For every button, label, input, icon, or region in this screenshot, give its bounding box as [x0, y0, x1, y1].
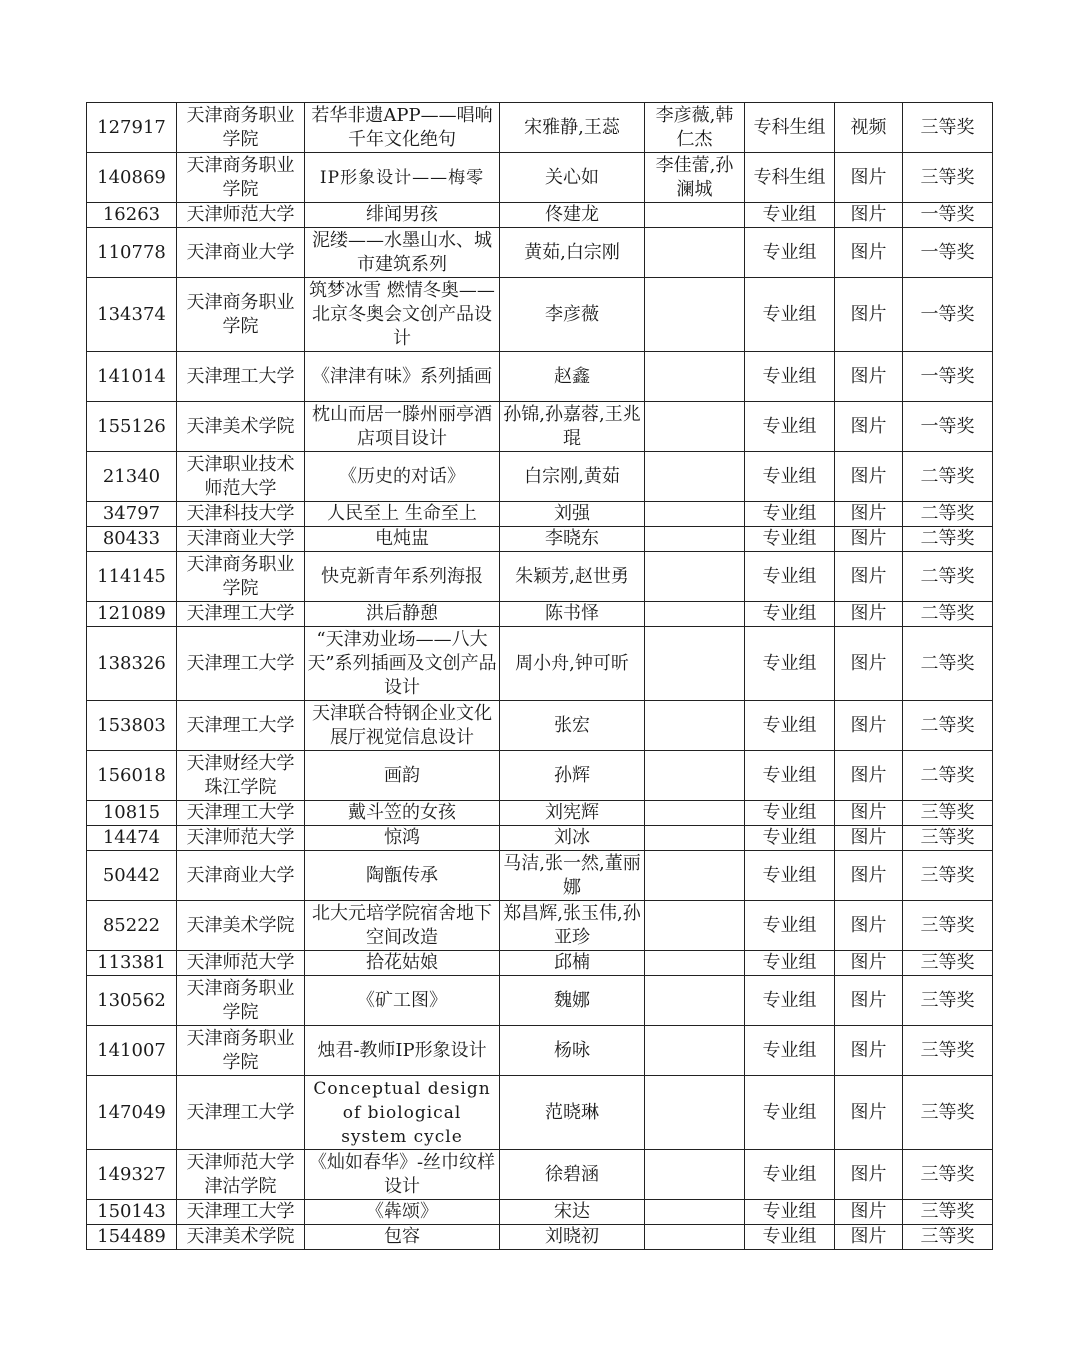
- group-cell: 专业组: [745, 951, 835, 976]
- work-title-cell: IP形象设计——梅零: [305, 153, 500, 203]
- group-cell: 专业组: [745, 278, 835, 352]
- entry-id-cell: 141007: [87, 1026, 177, 1076]
- group-cell: 专业组: [745, 203, 835, 228]
- award-cell: 二等奖: [903, 452, 993, 502]
- advisors-cell: [645, 627, 745, 701]
- entry-id-cell: 156018: [87, 751, 177, 801]
- school-cell: 天津美术学院: [177, 402, 305, 452]
- advisors-cell: [645, 1225, 745, 1250]
- authors-cell: 朱颖芳,赵世勇: [500, 552, 645, 602]
- table-row: [87, 801, 993, 826]
- work-title-cell: 泥缕——水墨山水、城市建筑系列: [305, 228, 500, 278]
- school-cell: 天津美术学院: [177, 1225, 305, 1250]
- group-cell: 专业组: [745, 602, 835, 627]
- table-row: [87, 203, 993, 228]
- authors-cell: 邱楠: [500, 951, 645, 976]
- work-title-cell: 洪后静憩: [305, 602, 500, 627]
- entry-id-cell: 114145: [87, 552, 177, 602]
- school-cell: 天津商务职业学院: [177, 153, 305, 203]
- school-cell: 天津职业技术师范大学: [177, 452, 305, 502]
- work-title-cell: 《灿如春华》-丝巾纹样设计: [305, 1150, 500, 1200]
- school-cell: 天津商务职业学院: [177, 1026, 305, 1076]
- work-title-cell: 惊鸿: [305, 826, 500, 851]
- authors-cell: 关心如: [500, 153, 645, 203]
- media-type-cell: 图片: [835, 801, 903, 826]
- advisors-cell: [645, 826, 745, 851]
- table-row: [87, 976, 993, 1026]
- work-title-cell: 包容: [305, 1225, 500, 1250]
- table-row: [87, 627, 993, 701]
- school-cell: 天津商务职业学院: [177, 976, 305, 1026]
- group-cell: 专业组: [745, 552, 835, 602]
- entry-id-cell: 147049: [87, 1076, 177, 1150]
- media-type-cell: 图片: [835, 402, 903, 452]
- entry-id-cell: 113381: [87, 951, 177, 976]
- work-title-cell: 枕山而居一滕州丽亭酒店项目设计: [305, 402, 500, 452]
- work-title-cell: 绯闻男孩: [305, 203, 500, 228]
- award-cell: 二等奖: [903, 502, 993, 527]
- authors-cell: 马洁,张一然,董丽娜: [500, 851, 645, 901]
- work-title-cell: Conceptual design of biological system cycle: [305, 1076, 500, 1150]
- entry-id-cell: 140869: [87, 153, 177, 203]
- advisors-cell: [645, 1200, 745, 1225]
- entry-id-cell: 110778: [87, 228, 177, 278]
- advisors-cell: [645, 901, 745, 951]
- table-row: [87, 502, 993, 527]
- group-cell: 专业组: [745, 452, 835, 502]
- group-cell: 专业组: [745, 627, 835, 701]
- group-cell: 专科生组: [745, 153, 835, 203]
- advisors-cell: [645, 402, 745, 452]
- work-title-cell: 人民至上 生命至上: [305, 502, 500, 527]
- group-cell: 专业组: [745, 901, 835, 951]
- group-cell: 专业组: [745, 502, 835, 527]
- authors-cell: 魏娜: [500, 976, 645, 1026]
- table-row: [87, 1225, 993, 1250]
- entry-id-cell: 154489: [87, 1225, 177, 1250]
- school-cell: 天津理工大学: [177, 602, 305, 627]
- entry-id-cell: 134374: [87, 278, 177, 352]
- authors-cell: 黄茹,白宗刚: [500, 228, 645, 278]
- advisors-cell: [645, 951, 745, 976]
- entry-id-cell: 150143: [87, 1200, 177, 1225]
- table-row: [87, 1200, 993, 1225]
- group-cell: 专业组: [745, 976, 835, 1026]
- advisors-cell: [645, 602, 745, 627]
- advisors-cell: [645, 278, 745, 352]
- table-row: [87, 552, 993, 602]
- table-row: [87, 228, 993, 278]
- table-row: [87, 278, 993, 352]
- work-title-cell: 拾花姑娘: [305, 951, 500, 976]
- advisors-cell: [645, 527, 745, 552]
- authors-cell: 张宏: [500, 701, 645, 751]
- media-type-cell: 图片: [835, 1026, 903, 1076]
- entry-id-cell: 16263: [87, 203, 177, 228]
- school-cell: 天津商务职业学院: [177, 278, 305, 352]
- award-cell: 三等奖: [903, 1150, 993, 1200]
- work-title-cell: 画韵: [305, 751, 500, 801]
- table-row: [87, 826, 993, 851]
- entry-id-cell: 21340: [87, 452, 177, 502]
- award-cell: 三等奖: [903, 901, 993, 951]
- authors-cell: 孙锦,孙嘉蓉,王兆琨: [500, 402, 645, 452]
- authors-cell: 宋达: [500, 1200, 645, 1225]
- table-row: [87, 1076, 993, 1150]
- award-cell: 三等奖: [903, 103, 993, 153]
- advisors-cell: [645, 751, 745, 801]
- group-cell: 专业组: [745, 402, 835, 452]
- advisors-cell: [645, 801, 745, 826]
- advisors-cell: [645, 502, 745, 527]
- group-cell: 专业组: [745, 1225, 835, 1250]
- table-row: [87, 1150, 993, 1200]
- award-cell: 一等奖: [903, 278, 993, 352]
- table-row: [87, 103, 993, 153]
- award-cell: 三等奖: [903, 826, 993, 851]
- authors-cell: 孙辉: [500, 751, 645, 801]
- media-type-cell: 图片: [835, 602, 903, 627]
- group-cell: 专业组: [745, 1150, 835, 1200]
- award-cell: 三等奖: [903, 1200, 993, 1225]
- work-title-cell: 若华非遗APP——唱响千年文化绝句: [305, 103, 500, 153]
- school-cell: 天津科技大学: [177, 502, 305, 527]
- award-cell: 一等奖: [903, 228, 993, 278]
- media-type-cell: 图片: [835, 951, 903, 976]
- media-type-cell: 图片: [835, 976, 903, 1026]
- authors-cell: 刘冰: [500, 826, 645, 851]
- award-cell: 二等奖: [903, 552, 993, 602]
- advisors-cell: 李彦薇,韩仁杰: [645, 103, 745, 153]
- entry-id-cell: 127917: [87, 103, 177, 153]
- award-cell: 一等奖: [903, 402, 993, 452]
- table-row: [87, 851, 993, 901]
- school-cell: 天津财经大学珠江学院: [177, 751, 305, 801]
- media-type-cell: 图片: [835, 352, 903, 402]
- advisors-cell: [645, 1076, 745, 1150]
- authors-cell: 佟建龙: [500, 203, 645, 228]
- work-title-cell: 电炖盅: [305, 527, 500, 552]
- media-type-cell: 图片: [835, 751, 903, 801]
- table-row: [87, 402, 993, 452]
- media-type-cell: 图片: [835, 701, 903, 751]
- advisors-cell: [645, 851, 745, 901]
- entry-id-cell: 153803: [87, 701, 177, 751]
- award-cell: 三等奖: [903, 976, 993, 1026]
- group-cell: 专业组: [745, 751, 835, 801]
- authors-cell: 范晓琳: [500, 1076, 645, 1150]
- advisors-cell: [645, 701, 745, 751]
- work-title-cell: 天津联合特钢企业文化展厅视觉信息设计: [305, 701, 500, 751]
- group-cell: 专业组: [745, 1200, 835, 1225]
- work-title-cell: 《矿工图》: [305, 976, 500, 1026]
- media-type-cell: 图片: [835, 502, 903, 527]
- school-cell: 天津师范大学: [177, 203, 305, 228]
- authors-cell: 刘晓初: [500, 1225, 645, 1250]
- media-type-cell: 图片: [835, 826, 903, 851]
- authors-cell: 李晓东: [500, 527, 645, 552]
- entry-id-cell: 34797: [87, 502, 177, 527]
- media-type-cell: 图片: [835, 452, 903, 502]
- media-type-cell: 图片: [835, 203, 903, 228]
- work-title-cell: 筑梦冰雪 燃情冬奥——北京冬奥会文创产品设计: [305, 278, 500, 352]
- school-cell: 天津商业大学: [177, 228, 305, 278]
- school-cell: 天津理工大学: [177, 1076, 305, 1150]
- table-row: [87, 352, 993, 402]
- media-type-cell: 图片: [835, 901, 903, 951]
- authors-cell: 徐碧涵: [500, 1150, 645, 1200]
- group-cell: 专业组: [745, 801, 835, 826]
- authors-cell: 李彦薇: [500, 278, 645, 352]
- table-row: [87, 153, 993, 203]
- school-cell: 天津师范大学津沽学院: [177, 1150, 305, 1200]
- school-cell: 天津理工大学: [177, 627, 305, 701]
- media-type-cell: 图片: [835, 1200, 903, 1225]
- work-title-cell: 陶甑传承: [305, 851, 500, 901]
- table-row: [87, 701, 993, 751]
- advisors-cell: 李佳蕾,孙澜城: [645, 153, 745, 203]
- media-type-cell: 图片: [835, 851, 903, 901]
- advisors-cell: [645, 352, 745, 402]
- school-cell: 天津商务职业学院: [177, 552, 305, 602]
- advisors-cell: [645, 452, 745, 502]
- school-cell: 天津理工大学: [177, 801, 305, 826]
- authors-cell: 杨咏: [500, 1026, 645, 1076]
- advisors-cell: [645, 1150, 745, 1200]
- school-cell: 天津商务职业学院: [177, 103, 305, 153]
- media-type-cell: 图片: [835, 1150, 903, 1200]
- authors-cell: 刘强: [500, 502, 645, 527]
- work-title-cell: 戴斗笠的女孩: [305, 801, 500, 826]
- table-row: [87, 751, 993, 801]
- advisors-cell: [645, 1026, 745, 1076]
- work-title-cell: “天津劝业场——八大天”系列插画及文创产品设计: [305, 627, 500, 701]
- award-cell: 二等奖: [903, 602, 993, 627]
- advisors-cell: [645, 552, 745, 602]
- award-cell: 一等奖: [903, 352, 993, 402]
- entry-id-cell: 138326: [87, 627, 177, 701]
- award-cell: 三等奖: [903, 1076, 993, 1150]
- advisors-cell: [645, 203, 745, 228]
- school-cell: 天津商业大学: [177, 851, 305, 901]
- media-type-cell: 图片: [835, 627, 903, 701]
- award-cell: 三等奖: [903, 951, 993, 976]
- school-cell: 天津商业大学: [177, 527, 305, 552]
- group-cell: 专业组: [745, 527, 835, 552]
- work-title-cell: 《历史的对话》: [305, 452, 500, 502]
- award-cell: 三等奖: [903, 1225, 993, 1250]
- entry-id-cell: 14474: [87, 826, 177, 851]
- advisors-cell: [645, 228, 745, 278]
- award-cell: 二等奖: [903, 527, 993, 552]
- authors-cell: 陈书怿: [500, 602, 645, 627]
- school-cell: 天津理工大学: [177, 1200, 305, 1225]
- authors-cell: 宋雅静,王蕊: [500, 103, 645, 153]
- group-cell: 专科生组: [745, 103, 835, 153]
- entry-id-cell: 80433: [87, 527, 177, 552]
- award-cell: 三等奖: [903, 851, 993, 901]
- group-cell: 专业组: [745, 228, 835, 278]
- media-type-cell: 视频: [835, 103, 903, 153]
- school-cell: 天津师范大学: [177, 826, 305, 851]
- award-cell: 三等奖: [903, 1026, 993, 1076]
- table-row: [87, 602, 993, 627]
- group-cell: 专业组: [745, 851, 835, 901]
- work-title-cell: 《犇颂》: [305, 1200, 500, 1225]
- school-cell: 天津师范大学: [177, 951, 305, 976]
- award-cell: 二等奖: [903, 751, 993, 801]
- authors-cell: 赵鑫: [500, 352, 645, 402]
- school-cell: 天津理工大学: [177, 701, 305, 751]
- work-title-cell: 《津津有味》系列插画: [305, 352, 500, 402]
- award-cell: 二等奖: [903, 627, 993, 701]
- media-type-cell: 图片: [835, 228, 903, 278]
- media-type-cell: 图片: [835, 552, 903, 602]
- school-cell: 天津理工大学: [177, 352, 305, 402]
- group-cell: 专业组: [745, 701, 835, 751]
- group-cell: 专业组: [745, 1026, 835, 1076]
- table-row: [87, 527, 993, 552]
- authors-cell: 郑昌辉,张玉伟,孙亚珍: [500, 901, 645, 951]
- award-cell: 三等奖: [903, 801, 993, 826]
- entry-id-cell: 130562: [87, 976, 177, 1026]
- media-type-cell: 图片: [835, 278, 903, 352]
- authors-cell: 白宗刚,黄茹: [500, 452, 645, 502]
- media-type-cell: 图片: [835, 153, 903, 203]
- entry-id-cell: 121089: [87, 602, 177, 627]
- work-title-cell: 北大元培学院宿舍地下空间改造: [305, 901, 500, 951]
- group-cell: 专业组: [745, 352, 835, 402]
- authors-cell: 刘宪辉: [500, 801, 645, 826]
- authors-cell: 周小舟,钟可昕: [500, 627, 645, 701]
- entry-id-cell: 85222: [87, 901, 177, 951]
- awards-table-body: [87, 103, 993, 1250]
- school-cell: 天津美术学院: [177, 901, 305, 951]
- group-cell: 专业组: [745, 826, 835, 851]
- media-type-cell: 图片: [835, 1225, 903, 1250]
- entry-id-cell: 141014: [87, 352, 177, 402]
- table-row: [87, 901, 993, 951]
- group-cell: 专业组: [745, 1076, 835, 1150]
- entry-id-cell: 10815: [87, 801, 177, 826]
- media-type-cell: 图片: [835, 1076, 903, 1150]
- entry-id-cell: 149327: [87, 1150, 177, 1200]
- entry-id-cell: 50442: [87, 851, 177, 901]
- award-cell: 二等奖: [903, 701, 993, 751]
- advisors-cell: [645, 976, 745, 1026]
- media-type-cell: 图片: [835, 527, 903, 552]
- work-title-cell: 烛君-教师IP形象设计: [305, 1026, 500, 1076]
- entry-id-cell: 155126: [87, 402, 177, 452]
- award-cell: 一等奖: [903, 203, 993, 228]
- awards-table: [86, 102, 993, 1250]
- table-row: [87, 951, 993, 976]
- work-title-cell: 快克新青年系列海报: [305, 552, 500, 602]
- table-row: [87, 1026, 993, 1076]
- award-cell: 三等奖: [903, 153, 993, 203]
- table-row: [87, 452, 993, 502]
